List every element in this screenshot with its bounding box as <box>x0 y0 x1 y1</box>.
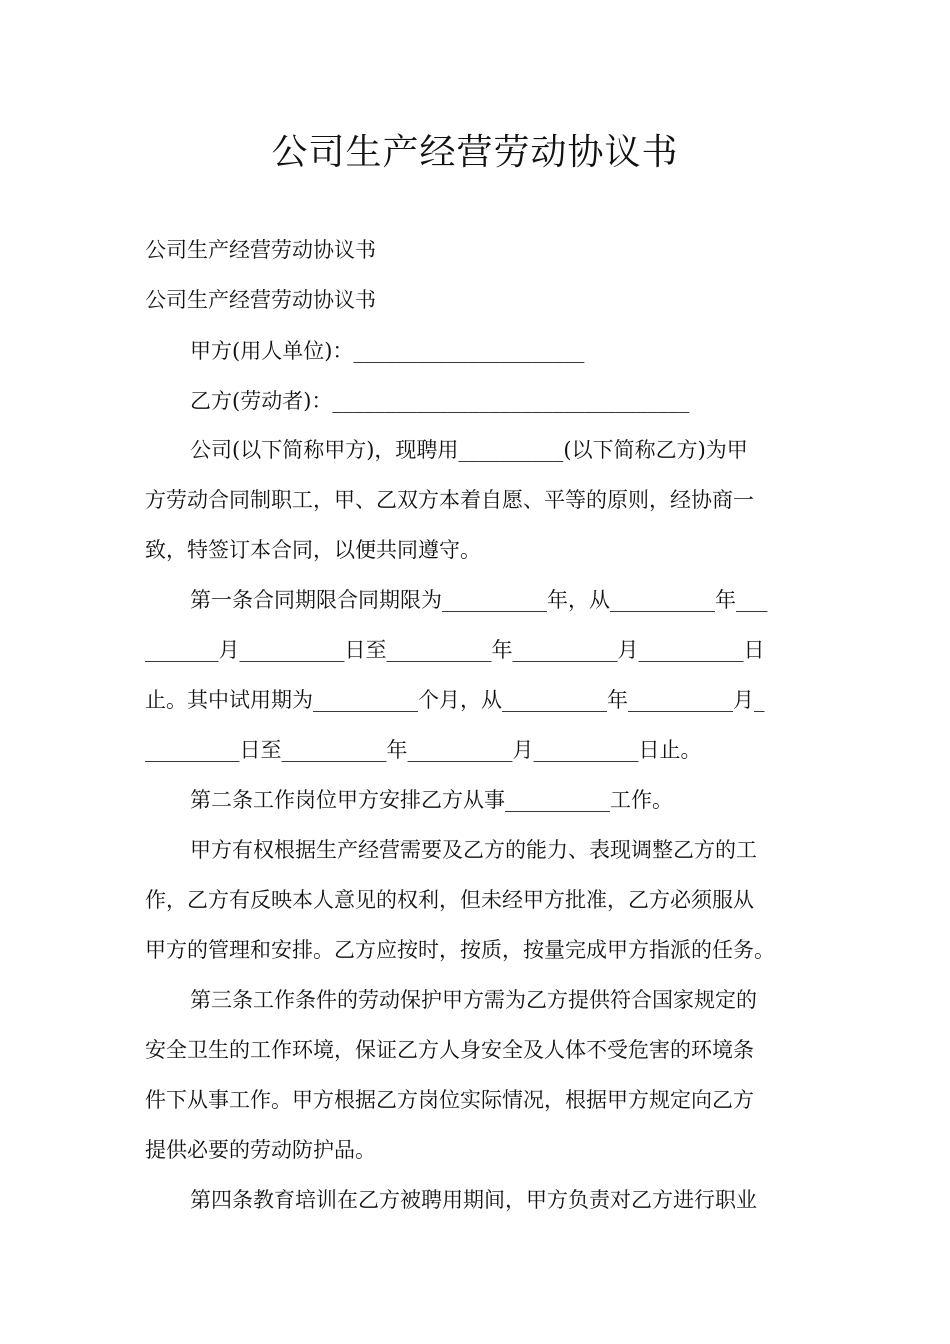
paragraph-line: 公司(以下简称甲方)，现聘用__________(以下简称乙方)为甲 <box>190 438 748 462</box>
paragraph-line: 甲方有权根据生产经营需要及乙方的能力、表现调整乙方的工 <box>190 838 757 862</box>
article-1-line: _________日至__________年__________月__________日止。 <box>145 738 702 762</box>
paragraph-line: 致，特签订本合同，以便共同遵守。 <box>145 538 481 562</box>
article-2-line: 第二条工作岗位甲方安排乙方从事__________工作。 <box>190 788 673 812</box>
article-1-line: 止。其中试用期为__________个月，从__________年__________月_ <box>145 688 765 712</box>
article-1-line: 第一条合同期限合同期限为__________年，从__________年___ <box>190 588 768 612</box>
article-3-line: 第三条工作条件的劳动保护甲方需为乙方提供符合国家规定的 <box>190 988 757 1012</box>
article-3-line: 件下从事工作。甲方根据乙方岗位实际情况，根据甲方规定向乙方 <box>145 1088 754 1112</box>
party-a-field: 甲方(用人单位)：______________________ <box>190 339 585 363</box>
article-3-line: 安全卫生的工作环境，保证乙方人身安全及人体不受危害的环境条 <box>145 1038 754 1062</box>
paragraph-line: 作，乙方有反映本人意见的权利，但未经甲方批准，乙方必须服从 <box>145 888 754 912</box>
paragraph-line: 甲方的管理和安排。乙方应按时，按质，按量完成甲方指派的任务。 <box>145 938 775 962</box>
document-title: 公司生产经营劳动协议书 <box>271 132 679 173</box>
party-b-field: 乙方(劳动者)：__________________________________ <box>190 389 690 413</box>
article-4-line: 第四条教育培训在乙方被聘用期间，甲方负责对乙方进行职业 <box>190 1188 757 1212</box>
article-1-line: _______月__________日至__________年__________月__________日 <box>145 638 765 662</box>
subtitle-line: 公司生产经营劳动协议书 <box>145 288 376 312</box>
article-3-line: 提供必要的劳动防护品。 <box>145 1138 376 1162</box>
paragraph-line: 方劳动合同制职工，甲、乙双方本着自愿、平等的原则，经协商一 <box>145 488 754 512</box>
subtitle-line: 公司生产经营劳动协议书 <box>145 238 376 262</box>
